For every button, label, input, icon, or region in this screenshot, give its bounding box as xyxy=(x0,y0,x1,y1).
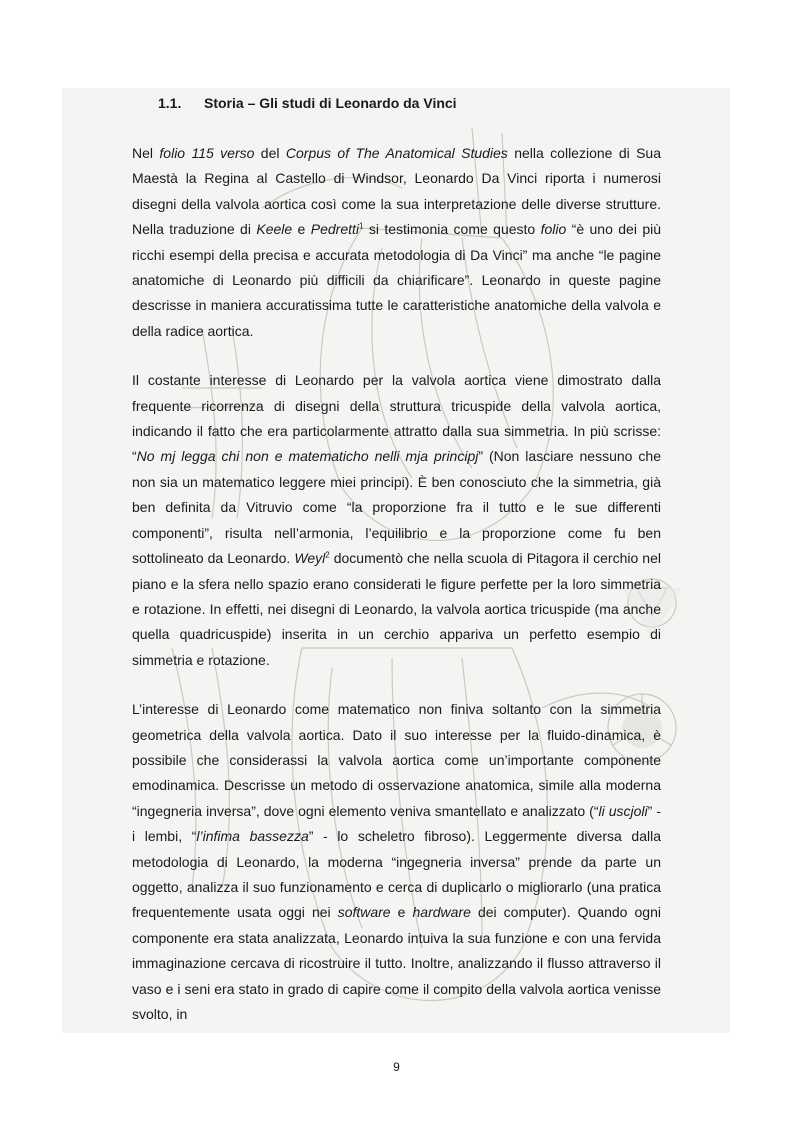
text-run: “è uno dei più ricchi esempi della precisa e accurata metodologia di Da Vinci” ma anche “le pagine anatomiche di Leonardo più difficili da chiarificare”. Leonardo in queste pagine descrisse in maniera accuratissima tutte le caratteristiche anatomiche della valvola e della radice aortica. xyxy=(132,221,662,339)
text-run: dei computer). Quando ogni componente era stata analizzata, Leonardo intuiva la sua funzione e con una fervida immaginazione cercava di ricostruire il tutto. Inoltre, analizzando il flusso attraverso il vaso e i seni era stato in grado di capire come il compito della valvola aortica venisse svolto, in xyxy=(132,904,661,1022)
footnote-ref-2: 2 xyxy=(325,550,330,560)
italic-run: li uscjoli xyxy=(598,802,648,819)
italic-run: l’infima bassezza xyxy=(196,828,309,845)
paragraph-3 xyxy=(132,697,661,1027)
italic-run: Pedretti xyxy=(310,221,359,238)
text-run: ” - i lembi, “ xyxy=(132,802,661,845)
text-run: e xyxy=(390,904,413,921)
text-run: e xyxy=(292,221,311,238)
italic-run: hardware xyxy=(412,904,471,921)
page-number: 9 xyxy=(393,1060,400,1074)
italic-run: folio 115 verso xyxy=(159,145,255,161)
italic-run: Weyl xyxy=(294,550,326,567)
section-title: Storia – Gli studi di Leonardo da Vinci xyxy=(204,95,457,111)
text-run: si testimonia come questo xyxy=(363,221,541,238)
italic-run: No mj legga chi non e matematicho nelli mja principj xyxy=(136,448,479,465)
italic-run: software xyxy=(337,904,391,921)
text-run: documentò che nella scuola di Pitagora il cerchio nel piano e la sfera nello spazio erano considerati le figure perfette per la loro simmetria e rotazione. In effetti, nei disegni di Leonardo, la valvola aortica tricuspide (ma anche quella quadricuspide) inserita in un cerchio appariva un perfetto esempio di simmetria e rotazione. xyxy=(132,550,661,668)
text-run: Il costante interesse di Leonardo per la valvola aortica viene dimostrato dalla frequente ricorrenza di disegni della struttura tricuspide della valvola aortica, indicando il fatto che era particolarmente attratto dalla sua simmetria. In più scrisse: “ xyxy=(132,372,661,465)
italic-run: Keele xyxy=(256,221,293,238)
text-run: Nel xyxy=(132,145,160,161)
footnote-ref-1: 1 xyxy=(359,221,364,231)
text-run: nella collezione di Sua Maestà la Regina al Castello di Windsor, Leonardo Da Vinci riporta i numerosi disegni della valvola aortica così come la sua interpretazione delle diverse strutture. Nella traduzione di xyxy=(132,145,662,238)
text-run: ” (Non lasciare nessuno che non sia un matematico leggere miei principi). È ben conosciuto che la simmetria, già ben definita da Vitruvio come “la proporzione fra il tutto e le sue differenti componenti”, risulta nell’armonia, l’equilibrio e la proporzione come fu ben sottolineato da Leonardo. xyxy=(132,448,662,567)
text-run: del xyxy=(254,145,286,161)
text-run: L’interesse di Leonardo come matematico non finiva soltanto con la simmetria geometrica della valvola aortica. Dato il suo interesse per la fluido-dinamica, è possibile che considerassi la valvola aortica come un’importante componente emodinamica. Descrisse un metodo di osservazione anatomica, simile alla moderna “ingegneria inversa”, dove ogni elemento veniva smantellato e analizzato (“ xyxy=(132,701,661,819)
paragraph-2 xyxy=(132,368,661,673)
paragraph-1 xyxy=(132,141,661,344)
text-run: ” - lo scheletro fibroso). Leggermente diversa dalla metodologia di Leonardo, la moderna “ingegneria inversa” prende da parte un oggetto, analizza il suo funzionamento e cerca di duplicarlo o migliorarlo (una pratica frequentemente usata oggi nei xyxy=(132,828,661,921)
italic-run: Corpus of The Anatomical Studies xyxy=(285,145,508,161)
section-heading xyxy=(132,90,661,116)
section-number: 1.1. xyxy=(158,95,182,111)
italic-run: folio xyxy=(540,221,567,238)
page-content xyxy=(132,90,661,1027)
